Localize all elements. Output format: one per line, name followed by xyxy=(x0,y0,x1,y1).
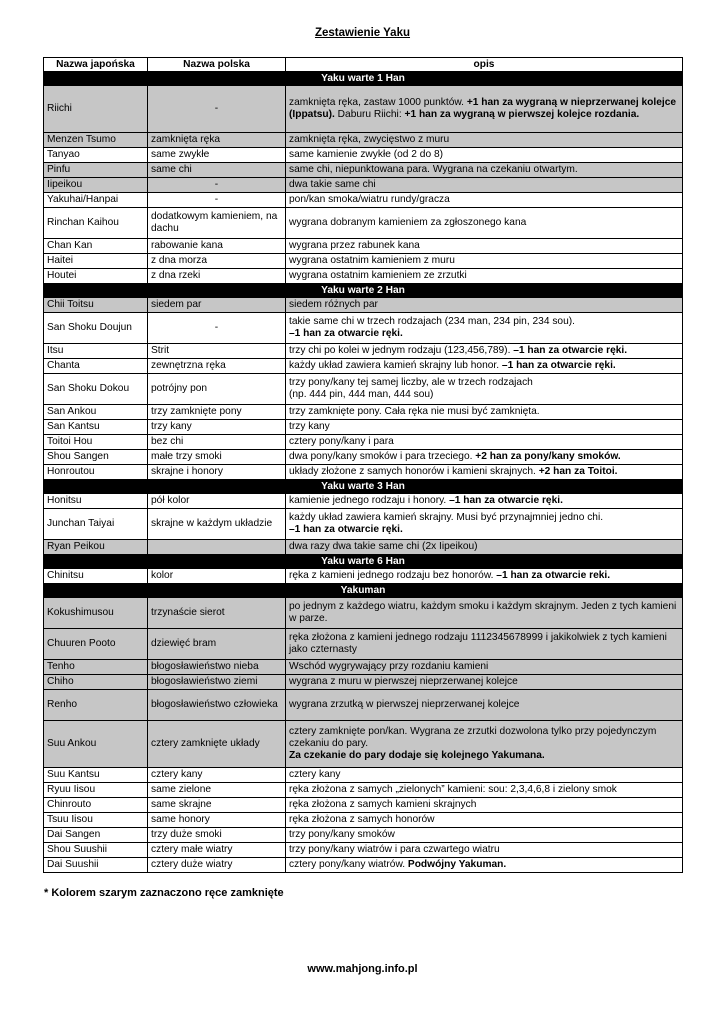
polish-name-cell: cztery zamknięte układy xyxy=(148,721,286,768)
table-row xyxy=(44,569,683,584)
description-cell xyxy=(286,768,683,783)
table-row xyxy=(44,193,683,208)
table-row xyxy=(44,494,683,509)
description-text: +2 han za Toitoi. xyxy=(538,466,618,477)
polish-name-cell: skrajne w każdym układzie xyxy=(148,509,286,540)
description-cell xyxy=(286,298,683,313)
table-row xyxy=(44,435,683,450)
japanese-name-cell: Kokushimusou xyxy=(44,598,148,629)
description-text: takie same chi w trzech rodzajach (234 man, 234 pin, 234 sou). xyxy=(289,316,575,327)
description-text: +1 han za wygraną w pierwszej kolejce rozdania. xyxy=(404,109,640,120)
description-cell xyxy=(286,269,683,284)
polish-name-cell: cztery małe wiatry xyxy=(148,843,286,858)
table-row xyxy=(44,660,683,675)
description-text: trzy pony/kany wiatrów i para czwartego wiatru xyxy=(289,844,500,855)
japanese-name-cell: Suu Ankou xyxy=(44,721,148,768)
polish-name-cell: - xyxy=(148,313,286,344)
table-row xyxy=(44,344,683,359)
description-text: –1 han za otwarcie ręki. xyxy=(513,345,628,356)
polish-name-cell: małe trzy smoki xyxy=(148,450,286,465)
table-row xyxy=(44,509,683,540)
polish-name-cell: błogosławieństwo ziemi xyxy=(148,675,286,690)
description-text: same chi, niepunktowana para. Wygrana na czekaniu otwartym. xyxy=(289,164,578,175)
japanese-name-cell: Menzen Tsumo xyxy=(44,133,148,148)
table-row xyxy=(44,239,683,254)
japanese-name-cell: Iipeikou xyxy=(44,178,148,193)
description-cell xyxy=(286,798,683,813)
description-text: Daburu Riichi: xyxy=(334,109,405,120)
japanese-name-cell: Chinrouto xyxy=(44,798,148,813)
description-text: zamknięta ręka, zwycięstwo z muru xyxy=(289,134,450,145)
page-title: Zestawienie Yaku xyxy=(314,27,411,39)
polish-name-cell: z dna morza xyxy=(148,254,286,269)
polish-name-cell: same zielone xyxy=(148,783,286,798)
table-row xyxy=(44,598,683,629)
yaku-table xyxy=(43,57,683,873)
japanese-name-cell: San Ankou xyxy=(44,405,148,420)
description-text: po jednym z każdego wiatru, każdym smoku i każdym skrajnym. Jeden z tych kamieni w parze. xyxy=(289,601,677,624)
description-cell xyxy=(286,344,683,359)
description-text: trzy zamknięte pony. Cała ręka nie musi być zamknięta. xyxy=(289,406,540,417)
japanese-name-cell: Tsuu Iisou xyxy=(44,813,148,828)
table-row xyxy=(44,86,683,133)
table-row xyxy=(44,405,683,420)
description-cell xyxy=(286,843,683,858)
table-row xyxy=(44,465,683,480)
description-text: wygrana zrzutką w pierwszej nieprzerwanej kolejce xyxy=(289,699,520,710)
description-cell xyxy=(286,374,683,405)
description-text: ręka złożona z samych „zielonych” kamieni: sou: 2,3,4,6,8 i zielony smok xyxy=(289,784,617,795)
description-text: wygrana ostatnim kamieniem ze zrzutki xyxy=(289,270,467,281)
description-cell xyxy=(286,660,683,675)
polish-name-cell: - xyxy=(148,178,286,193)
description-text: Podwójny Yakuman. xyxy=(407,859,507,870)
section-header-row xyxy=(44,480,683,494)
section-title: Yaku warte 3 Han xyxy=(44,480,683,494)
description-text: cztery zamknięte pon/kan. Wygrana ze zrzutki dozwolona tylko przy pojedynczym czekaniu do pary. xyxy=(289,726,657,749)
header-description: opis xyxy=(286,58,683,72)
polish-name-cell: z dna rzeki xyxy=(148,269,286,284)
description-text: cztery pony/kany wiatrów. xyxy=(289,859,408,870)
description-cell xyxy=(286,509,683,540)
polish-name-cell: błogosławieństwo człowieka xyxy=(148,690,286,721)
japanese-name-cell: Chinitsu xyxy=(44,569,148,584)
description-cell xyxy=(286,675,683,690)
japanese-name-cell: Rinchan Kaihou xyxy=(44,208,148,239)
description-cell xyxy=(286,540,683,555)
table-row xyxy=(44,298,683,313)
description-cell xyxy=(286,858,683,873)
description-cell xyxy=(286,450,683,465)
table-row xyxy=(44,721,683,768)
polish-name-cell: trzy kany xyxy=(148,420,286,435)
description-cell xyxy=(286,86,683,133)
description-text: ręka z kamieni jednego rodzaju bez honorów. xyxy=(289,570,497,581)
japanese-name-cell: Toitoi Hou xyxy=(44,435,148,450)
table-row xyxy=(44,450,683,465)
japanese-name-cell: Yakuhai/Hanpai xyxy=(44,193,148,208)
description-text: (np. 444 pin, 444 man, 444 sou) xyxy=(289,389,434,400)
section-title: Yaku warte 1 Han xyxy=(44,72,683,86)
table-row xyxy=(44,690,683,721)
polish-name-cell: trzy zamknięte pony xyxy=(148,405,286,420)
japanese-name-cell: Houtei xyxy=(44,269,148,284)
header-polish-name: Nazwa polska xyxy=(148,58,286,72)
description-cell xyxy=(286,208,683,239)
table-row xyxy=(44,254,683,269)
japanese-name-cell: Chanta xyxy=(44,359,148,374)
description-cell xyxy=(286,405,683,420)
japanese-name-cell: Shou Sangen xyxy=(44,450,148,465)
polish-name-cell: dodatkowym kamieniem, na dachu xyxy=(148,208,286,239)
description-text: dwa pony/kany smoków i para trzeciego. xyxy=(289,451,476,462)
japanese-name-cell: Junchan Taiyai xyxy=(44,509,148,540)
table-row xyxy=(44,798,683,813)
description-text: pon/kan smoka/wiatru rundy/gracza xyxy=(289,194,450,205)
description-cell xyxy=(286,178,683,193)
description-text: ręka złożona z kamieni jednego rodzaju 1112345678999 i jakikolwiek z tych kamieni jako czternasty xyxy=(289,632,667,655)
polish-name-cell: siedem par xyxy=(148,298,286,313)
table-header-row xyxy=(44,58,683,72)
table-row xyxy=(44,178,683,193)
description-text: siedem różnych par xyxy=(289,299,378,310)
japanese-name-cell: San Shoku Doujun xyxy=(44,313,148,344)
footnote: * Kolorem szarym zaznaczono ręce zamknięte xyxy=(44,887,284,899)
table-row xyxy=(44,858,683,873)
description-text: –1 han za otwarcie ręki. xyxy=(501,360,616,371)
japanese-name-cell: Tenho xyxy=(44,660,148,675)
description-cell xyxy=(286,163,683,178)
table-row xyxy=(44,843,683,858)
table-row xyxy=(44,208,683,239)
polish-name-cell: rabowanie kana xyxy=(148,239,286,254)
japanese-name-cell: Chuuren Pooto xyxy=(44,629,148,660)
japanese-name-cell: Renho xyxy=(44,690,148,721)
description-text: trzy chi po kolei w jednym rodzaju (123,456,789). xyxy=(289,345,514,356)
table-row xyxy=(44,768,683,783)
description-text: układy złożone z samych honorów i kamieni skrajnych. xyxy=(289,466,539,477)
description-text: zamknięta ręka, zastaw 1000 punktów. xyxy=(289,97,467,108)
japanese-name-cell: Honitsu xyxy=(44,494,148,509)
polish-name-cell xyxy=(148,540,286,555)
table-row xyxy=(44,783,683,798)
table-row xyxy=(44,313,683,344)
footer-link[interactable]: www.mahjong.info.pl xyxy=(307,963,418,975)
polish-name-cell: Strit xyxy=(148,344,286,359)
description-cell xyxy=(286,598,683,629)
japanese-name-cell: Ryan Peikou xyxy=(44,540,148,555)
japanese-name-cell: Honroutou xyxy=(44,465,148,480)
description-text: wygrana ostatnim kamieniem z muru xyxy=(289,255,455,266)
table-row xyxy=(44,828,683,843)
polish-name-cell: trzy duże smoki xyxy=(148,828,286,843)
description-text: cztery pony/kany i para xyxy=(289,436,394,447)
description-text: trzy pony/kany smoków xyxy=(289,829,395,840)
japanese-name-cell: Dai Sangen xyxy=(44,828,148,843)
polish-name-cell: potrójny pon xyxy=(148,374,286,405)
polish-name-cell: - xyxy=(148,193,286,208)
description-text: –1 han za otwarcie reki. xyxy=(496,570,611,581)
polish-name-cell: zamknięta ręka xyxy=(148,133,286,148)
description-text: trzy kany xyxy=(289,421,330,432)
description-cell xyxy=(286,254,683,269)
description-cell xyxy=(286,420,683,435)
description-text: kamienie jednego rodzaju i honory. xyxy=(289,495,450,506)
description-text: –1 han za otwarcie ręki. xyxy=(449,495,563,506)
description-cell xyxy=(286,239,683,254)
polish-name-cell: skrajne i honory xyxy=(148,465,286,480)
polish-name-cell: dziewięć bram xyxy=(148,629,286,660)
table-row xyxy=(44,675,683,690)
description-text: trzy pony/kany tej samej liczby, ale w trzech rodzajach xyxy=(289,377,533,388)
polish-name-cell: same chi xyxy=(148,163,286,178)
section-title: Yaku warte 2 Han xyxy=(44,284,683,298)
description-cell xyxy=(286,359,683,374)
japanese-name-cell: Pinfu xyxy=(44,163,148,178)
section-header-row xyxy=(44,584,683,598)
description-cell xyxy=(286,465,683,480)
japanese-name-cell: Itsu xyxy=(44,344,148,359)
description-text: cztery kany xyxy=(289,769,341,780)
japanese-name-cell: San Kantsu xyxy=(44,420,148,435)
polish-name-cell: pół kolor xyxy=(148,494,286,509)
description-text: +2 han za pony/kany smoków. xyxy=(475,451,621,462)
table-body xyxy=(44,72,683,873)
description-text: każdy układ zawiera kamień skrajny. Musi być przynajmniej jedno chi. xyxy=(289,512,604,523)
table-row xyxy=(44,540,683,555)
japanese-name-cell: Suu Kantsu xyxy=(44,768,148,783)
description-text: Wschód wygrywający przy rozdaniu kamieni xyxy=(289,661,489,672)
description-cell xyxy=(286,813,683,828)
polish-name-cell: same honory xyxy=(148,813,286,828)
table-row xyxy=(44,163,683,178)
polish-name-cell: błogosławieństwo nieba xyxy=(148,660,286,675)
description-text: każdy układ zawiera kamień skrajny lub honor. xyxy=(289,360,502,371)
japanese-name-cell: Riichi xyxy=(44,86,148,133)
polish-name-cell: kolor xyxy=(148,569,286,584)
polish-name-cell: - xyxy=(148,86,286,133)
description-text: same kamienie zwykłe (od 2 do 8) xyxy=(289,149,444,160)
description-cell xyxy=(286,629,683,660)
description-cell xyxy=(286,133,683,148)
section-header-row xyxy=(44,72,683,86)
table-row xyxy=(44,148,683,163)
description-cell xyxy=(286,494,683,509)
description-text: ręka złożona z samych honorów xyxy=(289,814,435,825)
table-row xyxy=(44,813,683,828)
japanese-name-cell: Haitei xyxy=(44,254,148,269)
description-text: –1 han za otwarcie ręki. xyxy=(289,524,403,535)
japanese-name-cell: Chiho xyxy=(44,675,148,690)
table-row xyxy=(44,629,683,660)
polish-name-cell: trzynaście sierot xyxy=(148,598,286,629)
description-cell xyxy=(286,313,683,344)
section-title: Yaku warte 6 Han xyxy=(44,555,683,569)
description-cell xyxy=(286,193,683,208)
description-cell xyxy=(286,690,683,721)
japanese-name-cell: Chan Kan xyxy=(44,239,148,254)
description-text: –1 han za otwarcie ręki. xyxy=(289,328,403,339)
table-row xyxy=(44,374,683,405)
table-row xyxy=(44,133,683,148)
polish-name-cell: same zwykłe xyxy=(148,148,286,163)
description-cell xyxy=(286,828,683,843)
description-text: dwa takie same chi xyxy=(289,179,376,190)
description-text: wygrana z muru w pierwszej nieprzerwanej kolejce xyxy=(289,676,518,687)
header-japanese-name: Nazwa japońska xyxy=(44,58,148,72)
description-cell xyxy=(286,783,683,798)
table-row xyxy=(44,359,683,374)
description-text: dwa razy dwa takie same chi (2x Iipeikou) xyxy=(289,541,478,552)
japanese-name-cell: Tanyao xyxy=(44,148,148,163)
description-text: ręka złożona z samych kamieni skrajnych xyxy=(289,799,477,810)
description-cell xyxy=(286,569,683,584)
section-header-row xyxy=(44,284,683,298)
japanese-name-cell: Dai Suushii xyxy=(44,858,148,873)
description-text: Za czekanie do pary dodaje się kolejnego Yakumana. xyxy=(289,750,545,761)
description-cell xyxy=(286,435,683,450)
description-text: wygrana przez rabunek kana xyxy=(289,240,420,251)
japanese-name-cell: Chii Toitsu xyxy=(44,298,148,313)
table-row xyxy=(44,269,683,284)
polish-name-cell: same skrajne xyxy=(148,798,286,813)
japanese-name-cell: San Shoku Dokou xyxy=(44,374,148,405)
section-header-row xyxy=(44,555,683,569)
description-text: +1 han za wygraną w nieprzerwanej kolejce (Ippatsu). xyxy=(289,97,677,120)
table-row xyxy=(44,420,683,435)
description-text: wygrana dobranym kamieniem za zgłoszonego kana xyxy=(289,217,527,228)
polish-name-cell: zewnętrzna ręka xyxy=(148,359,286,374)
japanese-name-cell: Ryuu Iisou xyxy=(44,783,148,798)
polish-name-cell: cztery duże wiatry xyxy=(148,858,286,873)
polish-name-cell: cztery kany xyxy=(148,768,286,783)
section-title: Yakuman xyxy=(44,584,683,598)
description-cell xyxy=(286,721,683,768)
description-cell xyxy=(286,148,683,163)
japanese-name-cell: Shou Suushii xyxy=(44,843,148,858)
polish-name-cell: bez chi xyxy=(148,435,286,450)
